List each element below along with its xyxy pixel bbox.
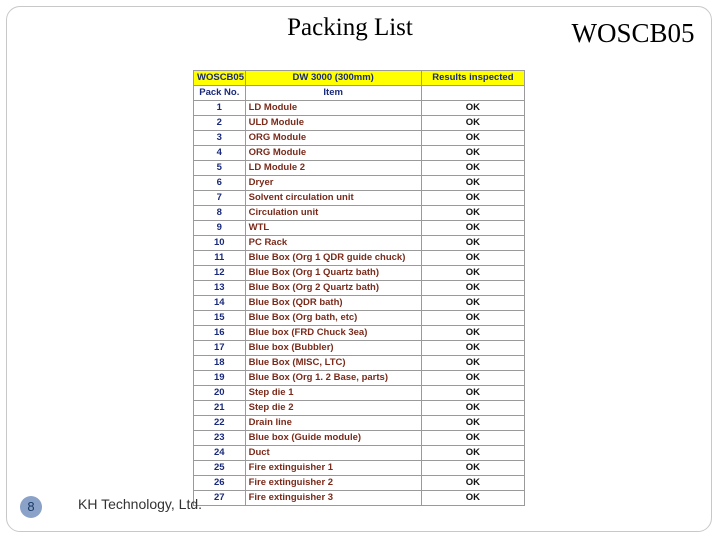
pack-no-cell: 8 — [194, 206, 246, 221]
table-row — [194, 446, 525, 461]
result-cell: OK — [421, 491, 524, 506]
pack-no-cell: 1 — [194, 101, 246, 116]
table-row — [194, 206, 525, 221]
pack-no-cell: 26 — [194, 476, 246, 491]
result-cell: OK — [421, 461, 524, 476]
result-cell: OK — [421, 191, 524, 206]
table-row — [194, 266, 525, 281]
result-cell: OK — [421, 341, 524, 356]
table-row — [194, 176, 525, 191]
table-row — [194, 431, 525, 446]
item-cell: Duct — [245, 446, 421, 461]
item-cell: Fire extinguisher 3 — [245, 491, 421, 506]
table-row — [194, 476, 525, 491]
result-cell: OK — [421, 206, 524, 221]
item-cell: Blue box (Guide module) — [245, 431, 421, 446]
header-cell-code: WOSCB05 — [194, 71, 246, 86]
table-row — [194, 191, 525, 206]
pack-no-cell: 4 — [194, 146, 246, 161]
item-cell: ORG Module — [245, 146, 421, 161]
item-cell: Blue Box (Org 1 Quartz bath) — [245, 266, 421, 281]
result-cell: OK — [421, 101, 524, 116]
table-row — [194, 416, 525, 431]
subheader-cell-result — [421, 86, 524, 101]
pack-no-cell: 17 — [194, 341, 246, 356]
table-row — [194, 221, 525, 236]
table-header-row — [194, 71, 525, 86]
result-cell: OK — [421, 326, 524, 341]
item-cell: Step die 2 — [245, 401, 421, 416]
pack-no-cell: 23 — [194, 431, 246, 446]
table-row — [194, 311, 525, 326]
table-row — [194, 251, 525, 266]
footer-company: KH Technology, Ltd. — [78, 496, 203, 512]
item-cell: LD Module — [245, 101, 421, 116]
table-row — [194, 461, 525, 476]
pack-no-cell: 18 — [194, 356, 246, 371]
table-row — [194, 326, 525, 341]
table-row — [194, 341, 525, 356]
item-cell: Step die 1 — [245, 386, 421, 401]
table-row — [194, 131, 525, 146]
item-cell: ULD Module — [245, 116, 421, 131]
table-row — [194, 116, 525, 131]
table-row — [194, 491, 525, 506]
result-cell: OK — [421, 416, 524, 431]
item-cell: Dryer — [245, 176, 421, 191]
subheader-cell-item: Item — [245, 86, 421, 101]
page-number-badge: 8 — [20, 496, 42, 518]
table-row — [194, 386, 525, 401]
pack-no-cell: 15 — [194, 311, 246, 326]
result-cell: OK — [421, 401, 524, 416]
result-cell: OK — [421, 386, 524, 401]
item-cell: Blue Box (Org bath, etc) — [245, 311, 421, 326]
table-subheader-row — [194, 86, 525, 101]
pack-no-cell: 19 — [194, 371, 246, 386]
table-row — [194, 296, 525, 311]
header-cell-results: Results inspected — [421, 71, 524, 86]
item-cell: PC Rack — [245, 236, 421, 251]
result-cell: OK — [421, 296, 524, 311]
result-cell: OK — [421, 116, 524, 131]
result-cell: OK — [421, 476, 524, 491]
slide-title: Packing List — [287, 14, 413, 41]
table-row — [194, 371, 525, 386]
item-cell: Blue box (FRD Chuck 3ea) — [245, 326, 421, 341]
item-cell: Circulation unit — [245, 206, 421, 221]
item-cell: Blue box (Bubbler) — [245, 341, 421, 356]
item-cell: Fire extinguisher 1 — [245, 461, 421, 476]
table-row — [194, 236, 525, 251]
pack-no-cell: 2 — [194, 116, 246, 131]
result-cell: OK — [421, 221, 524, 236]
slide-code: WOSCB05 — [571, 18, 695, 48]
pack-no-cell: 6 — [194, 176, 246, 191]
item-cell: Blue Box (MISC, LTC) — [245, 356, 421, 371]
pack-no-cell: 24 — [194, 446, 246, 461]
pack-no-cell: 12 — [194, 266, 246, 281]
table-row — [194, 356, 525, 371]
pack-no-cell: 5 — [194, 161, 246, 176]
pack-no-cell: 14 — [194, 296, 246, 311]
result-cell: OK — [421, 371, 524, 386]
result-cell: OK — [421, 266, 524, 281]
table-row — [194, 161, 525, 176]
pack-no-cell: 3 — [194, 131, 246, 146]
pack-no-cell: 27 — [194, 491, 246, 506]
result-cell: OK — [421, 251, 524, 266]
item-cell: Solvent circulation unit — [245, 191, 421, 206]
subheader-cell-pack-no: Pack No. — [194, 86, 246, 101]
table-row — [194, 101, 525, 116]
pack-no-cell: 7 — [194, 191, 246, 206]
result-cell: OK — [421, 176, 524, 191]
pack-no-cell: 22 — [194, 416, 246, 431]
table-row — [194, 401, 525, 416]
table-row — [194, 146, 525, 161]
item-cell: ORG Module — [245, 131, 421, 146]
item-cell: Blue Box (Org 1 QDR guide chuck) — [245, 251, 421, 266]
pack-no-cell: 21 — [194, 401, 246, 416]
result-cell: OK — [421, 161, 524, 176]
item-cell: Drain line — [245, 416, 421, 431]
pack-no-cell: 11 — [194, 251, 246, 266]
pack-no-cell: 25 — [194, 461, 246, 476]
item-cell: Blue Box (Org 1. 2 Base, parts) — [245, 371, 421, 386]
result-cell: OK — [421, 236, 524, 251]
pack-no-cell: 10 — [194, 236, 246, 251]
pack-no-cell: 20 — [194, 386, 246, 401]
item-cell: Blue Box (Org 2 Quartz bath) — [245, 281, 421, 296]
result-cell: OK — [421, 356, 524, 371]
item-cell: Blue Box (QDR bath) — [245, 296, 421, 311]
pack-no-cell: 16 — [194, 326, 246, 341]
result-cell: OK — [421, 431, 524, 446]
packing-list-table — [193, 70, 525, 506]
header-cell-model: DW 3000 (300mm) — [245, 71, 421, 86]
result-cell: OK — [421, 446, 524, 461]
table-row — [194, 281, 525, 296]
item-cell: WTL — [245, 221, 421, 236]
result-cell: OK — [421, 281, 524, 296]
pack-no-cell: 9 — [194, 221, 246, 236]
item-cell: LD Module 2 — [245, 161, 421, 176]
result-cell: OK — [421, 131, 524, 146]
pack-no-cell: 13 — [194, 281, 246, 296]
result-cell: OK — [421, 146, 524, 161]
item-cell: Fire extinguisher 2 — [245, 476, 421, 491]
result-cell: OK — [421, 311, 524, 326]
